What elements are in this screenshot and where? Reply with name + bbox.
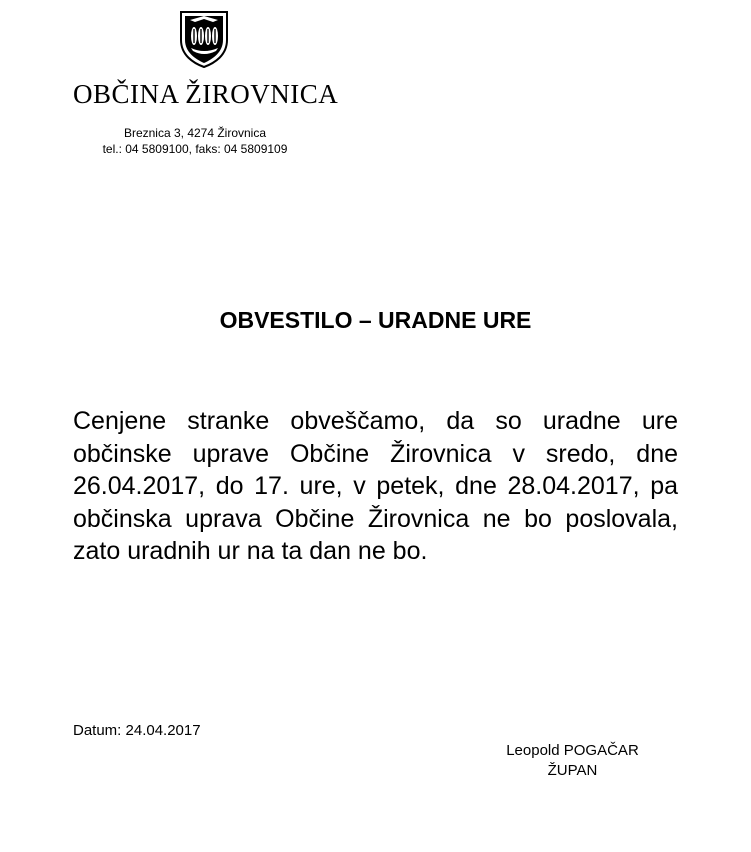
contact-line: tel.: 04 5809100, faks: 04 5809109 (102, 142, 288, 156)
address-line: Breznica 3, 4274 Žirovnica (123, 126, 267, 140)
organization-name: OBČINA ŽIROVNICA (73, 79, 339, 109)
signatory-name: Leopold POGAČAR (506, 742, 639, 759)
coat-of-arms-icon (179, 10, 229, 68)
signatory-role: ŽUPAN (547, 762, 598, 779)
notice-body: Cenjene stranke obveščamo, da so uradne ure občinske uprave Občine Žirovnica v sredo, dne 26.04.2017, do 17. ure, v petek, dne 28.04.2017, pa občinska uprava Občine Žirovnica ne bo poslovala, zato uradnih ur na ta dan ne bo. (73, 407, 678, 565)
document-date: Datum: 24.04.2017 (73, 722, 201, 739)
signature-block (490, 741, 655, 781)
notice-title: OBVESTILO – URADNE URE (219, 307, 532, 333)
address-block (60, 125, 330, 157)
